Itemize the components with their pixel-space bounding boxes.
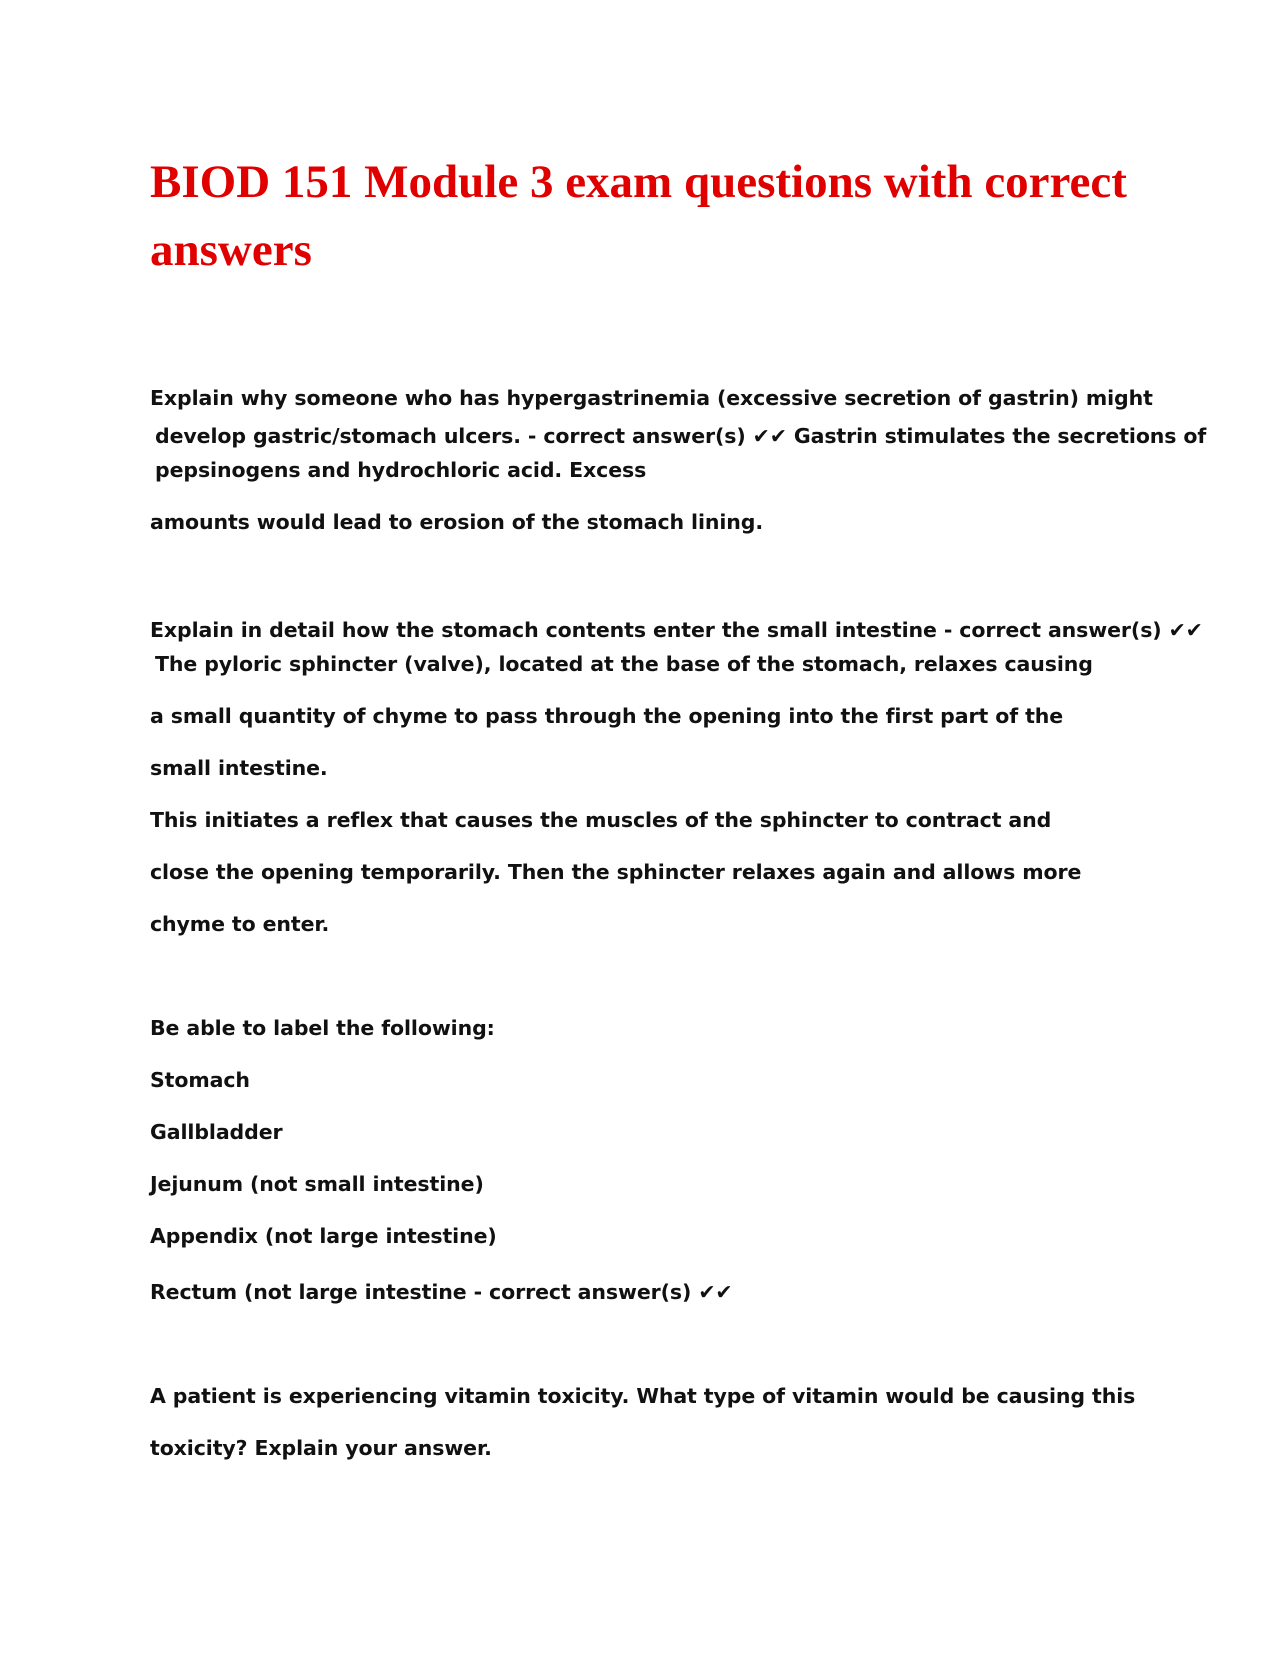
label-item-jejunum: Jejunum (not small intestine) (150, 1172, 484, 1196)
question-1-line-1: Explain why someone who has hypergastrinemia (excessive secretion of gastrin) might (150, 386, 1153, 410)
question-1-line-3: pepsinogens and hydrochloric acid. Excess (155, 458, 647, 482)
question-1-line-2: develop gastric/stomach ulcers. - correct answer(s) ✔✔ Gastrin stimulates the secretions of (155, 424, 1207, 448)
question-2-line-5: This initiates a reflex that causes the muscles of the sphincter to contract and (150, 808, 1052, 832)
question-2-line-2: The pyloric sphincter (valve), located at the base of the stomach, relaxes causing (155, 652, 1093, 676)
question-4-line-1: A patient is experiencing vitamin toxicity. What type of vitamin would be causing this (150, 1384, 1136, 1408)
document-title: BIOD 151 Module 3 exam questions with correct answers (150, 156, 1127, 276)
question-2-line-7: chyme to enter. (150, 912, 330, 936)
question-1-line-4: amounts would lead to erosion of the stomach lining. (150, 510, 764, 534)
question-2-line-1: Explain in detail how the stomach contents enter the small intestine - correct answer(s) ✔✔ (150, 618, 1203, 642)
label-item-stomach: Stomach (150, 1068, 250, 1092)
question-2-line-6: close the opening temporarily. Then the sphincter relaxes again and allows more (150, 860, 1082, 884)
question-4-line-2: toxicity? Explain your answer. (150, 1436, 492, 1460)
question-3-line-1: Be able to label the following: (150, 1016, 495, 1040)
label-item-gallbladder: Gallbladder (150, 1120, 283, 1144)
label-item-rectum: Rectum (not large intestine - correct answer(s) ✔✔ (150, 1280, 733, 1304)
question-2-line-3: a small quantity of chyme to pass through the opening into the first part of the (150, 704, 1064, 728)
label-item-appendix: Appendix (not large intestine) (150, 1224, 497, 1248)
question-2-line-4: small intestine. (150, 756, 328, 780)
